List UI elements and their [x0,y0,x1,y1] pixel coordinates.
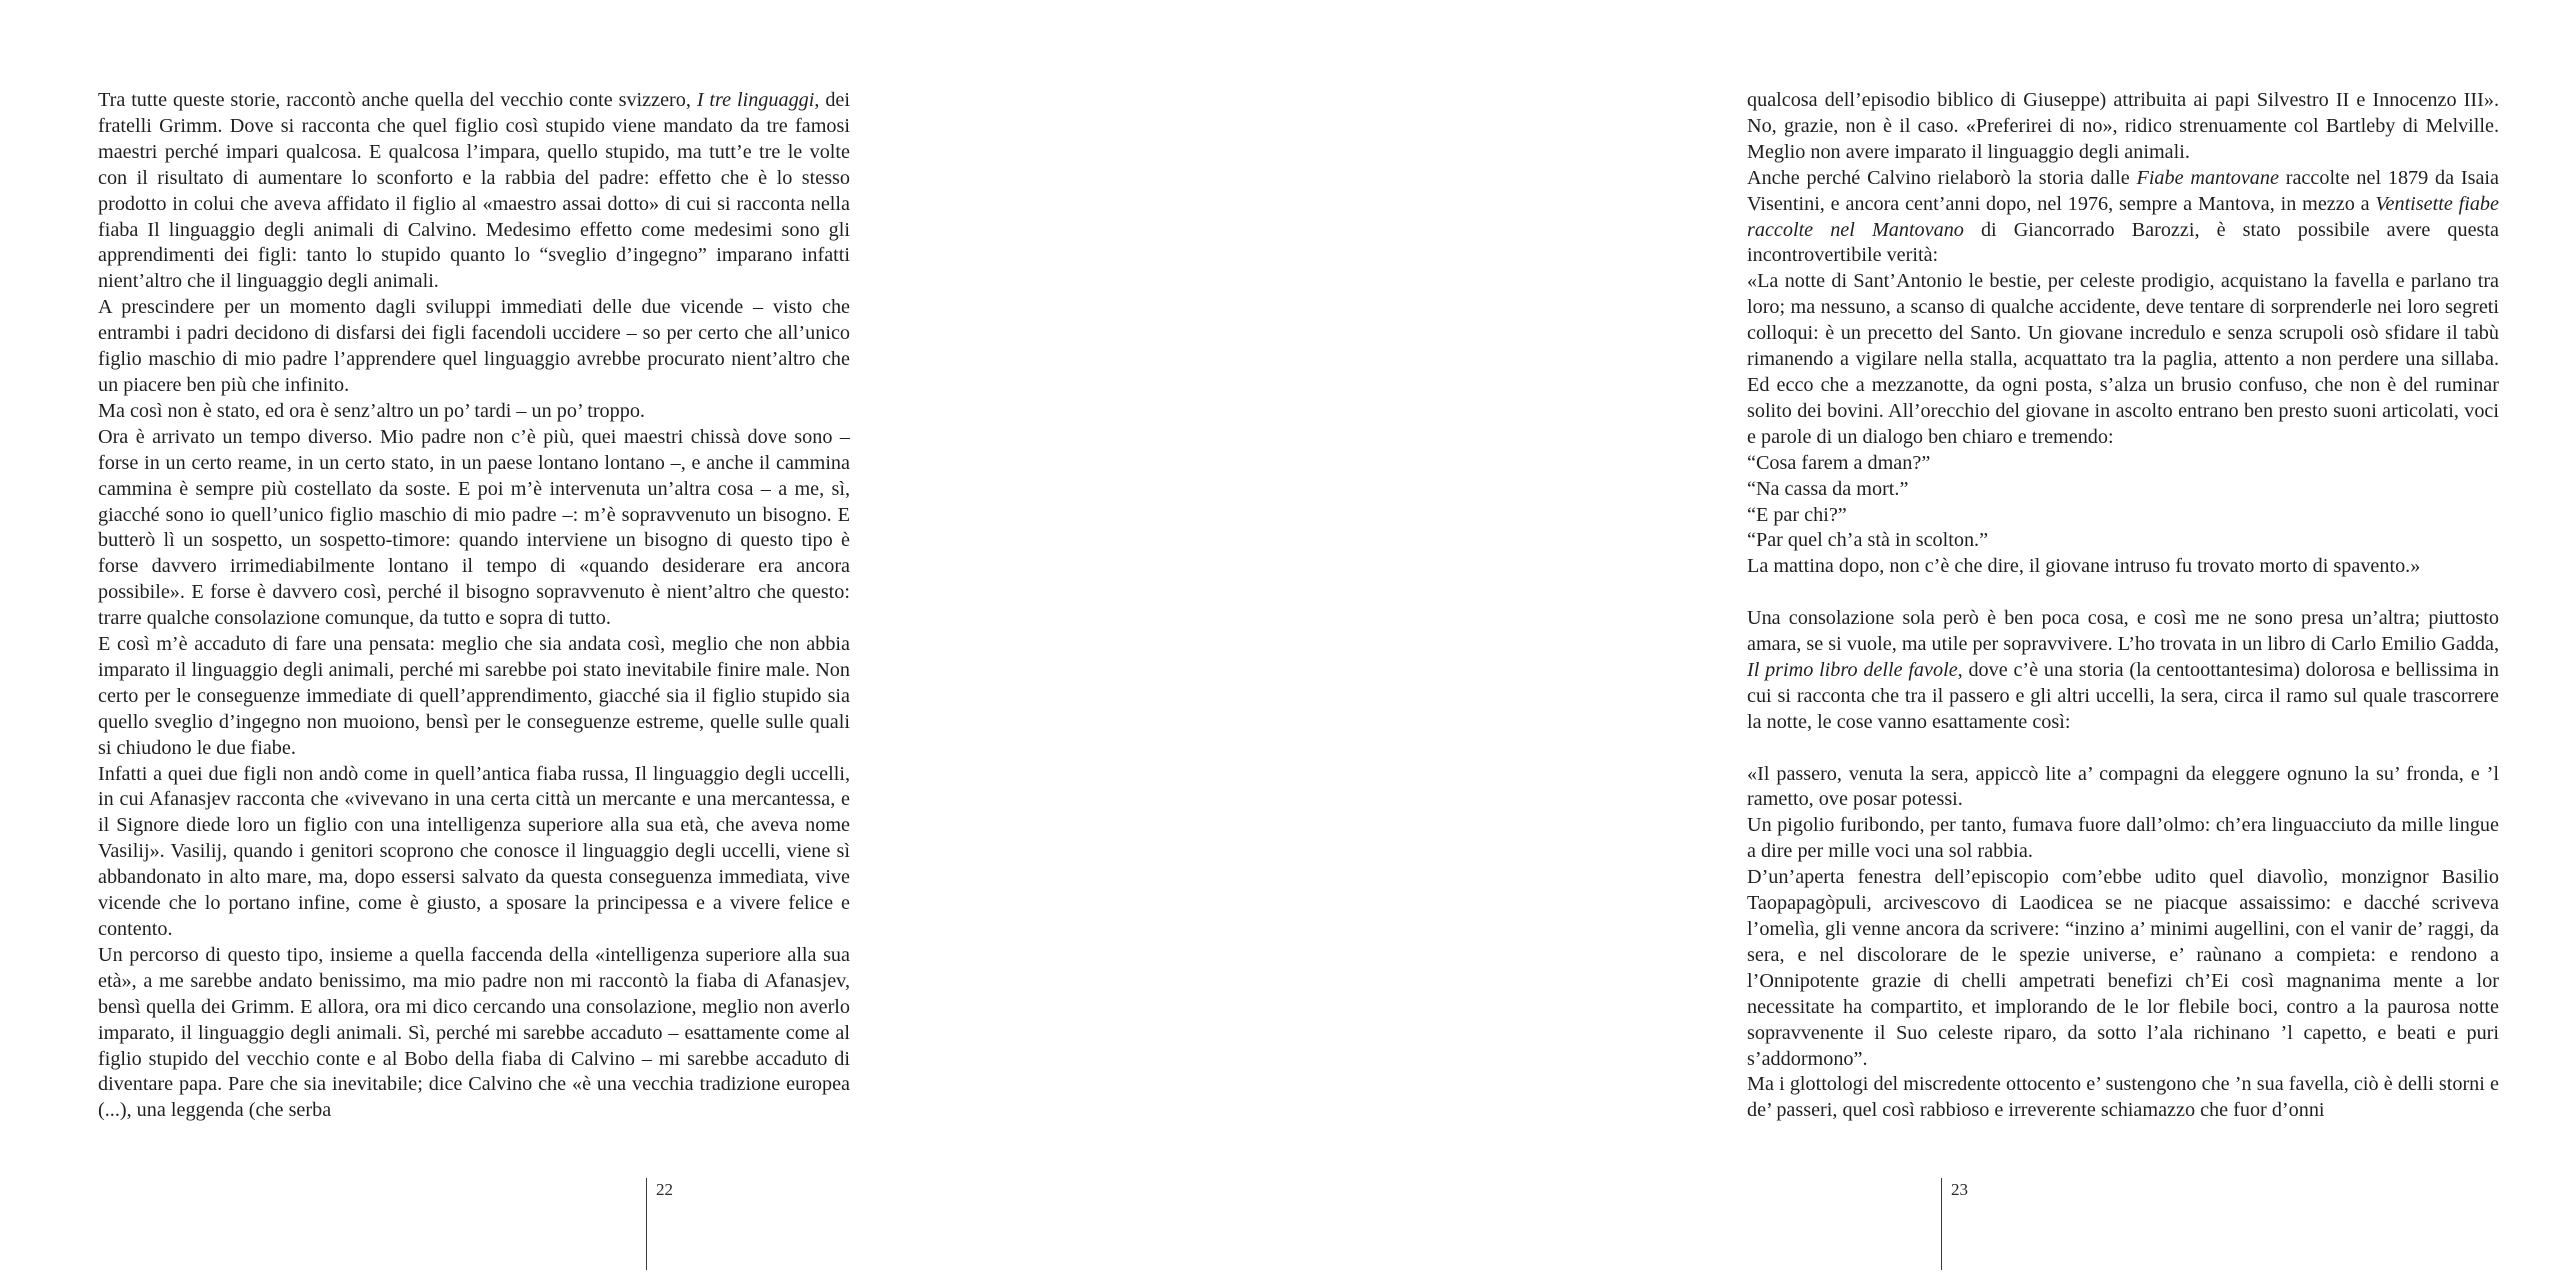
text-run: Ma i glottologi del miscredente ottocento e’ sustengono che ’n sua favella, ciò è delli storni e de’ passeri, quel così rabbioso e irreverente schiamazzo che fuor d’onni [1747,1073,2499,1122]
paragraph [1747,88,2499,166]
text-run: «La notte di Sant’Antonio le bestie, per celeste prodigio, acquistano la favella e parlano tra loro; ma nessuno, a scanso di qualche accidente, deve tentare di sorprenderle nei loro segreti colloqui: è un precetto del Santo. Un giovane incredulo e senza scrupoli osò sfidare il tabù rimanendo a vigilare nella stalla, acquattato tra la paglia, attento a non perdere una sillaba. Ed ecco che a mezzanotte, da ogni posta, s’alza un brusio confuso, che non è del ruminar solito dei bovini. All’orecchio del giovane in ascolto entrano ben presto suoni articolati, voci e parole di un dialogo ben chiaro e tremendo: [1747,270,2499,448]
text-run: , dei fratelli Grimm. Dove si racconta che quel figlio così stupido viene mandato da tre famosi maestri perché impari qualcosa. E qualcosa l’impara, quello stupido, ma tutt’e tre le volte con il risultato di aumentare lo sconforto e la rabbia del padre: effetto che è lo stesso prodotto in colui che aveva affidato il figlio al «maestro assai dotto» di cui si racconta nella fiaba Il linguaggio degli animali di Calvino. Medesimo effetto come medesimi sono gli apprendimenti dei figli: tanto lo stupido quanto lo “sveglio d’ingegno” imparano infatti nient’altro che il linguaggio degli animali. [98,89,850,293]
text-run: “E par chi?” [1747,503,1847,526]
text-run: raccolte nel 1879 da Isaia Visentini, e ancora cent’anni dopo, nel 1976, sempre a Mantova, in mezzo a [1747,166,2499,215]
paragraph [1747,528,2499,554]
text-run: E così m’è accaduto di fare una pensata: meglio che sia andata così, meglio che non abbia imparato il linguaggio degli animali, perché mi sarebbe poi stato inevitabile finire male. Non certo per le conseguenze immediate di quell’apprendimento, giacché sia il figlio stupido sia quello sveglio d’ingegno non muoiono, bensì per le conseguenze estreme, quelle sulle quali si chiudono le due fiabe. [98,633,850,759]
text-run: Tra tutte queste storie, raccontò anche quella del vecchio conte svizzero, [98,89,697,111]
italic-title: Fiabe mantovane [2136,166,2279,189]
paragraph [1747,865,2499,1072]
paragraph [1747,1072,2499,1124]
paragraph [1747,606,2499,736]
paragraph [1747,762,2499,814]
paragraph [1747,269,2499,450]
page-footer-rule [1941,1178,1942,1270]
text-run: Anche perché Calvino rielaborò la storia dalle [1747,166,2137,189]
page-number: 22 [656,1180,673,1199]
text-run: Un pigolio furibondo, per tanto, fumava fuore dall’olmo: ch’era linguacciuto da mille lingue a dire per mille voci una sol rabbia. [1747,814,2499,863]
text-run: “Par quel ch’a stà in scolton.” [1747,529,1989,552]
page-footer-rule [646,1178,647,1270]
italic-title: Il primo libro delle favole [1747,658,1958,681]
text-run: di Giancorrado Barozzi, è stato possibile avere questa incontrovertibile verità: [1747,218,2499,267]
paragraph [1747,554,2499,580]
paragraph [98,88,850,295]
paragraph [1747,477,2499,503]
paragraph [98,943,850,1124]
paragraph [1747,813,2499,865]
paragraph [98,425,850,632]
text-run: D’un’aperta fenestra dell’episcopio com’ebbe udito quel diavolìo, monzignor Basilio Taopapagòpuli, arcivescovo di Laodicea se ne piacque assaissimo: e dacché scriveva l’omelìa, gli venne ancora da scrivere: “inzino a’ minimi augellini, con el vanir de’ raggi, da sera, e nel discolorare de le spezie universe, e’ raùnano a compieta: e rendono a l’Onnipotente grazie di chelli ampetrati benefizi ch’Ei così magnanima mente a lor necessitate ha compartito, et implorando de le lor flebile boci, contro a la paurosa notte sopravvenente il Suo celeste riparo, da sotto l’ala richinano ’l capetto, e beati e puri s’addormono”. [1747,866,2499,1070]
left-page-text [98,88,850,1124]
text-run: La mattina dopo, non c’è che dire, il giovane intruso fu trovato morto di spavento.» [1747,555,2421,578]
page-number: 23 [1951,1180,1968,1199]
text-run: Ora è arrivato un tempo diverso. Mio padre non c’è più, quei maestri chissà dove sono – forse in un certo reame, in un certo stato, in un paese lontano lontano –, e anche il cammina cammina è sempre più costellato da soste. E poi m’è intervenuta un’altra cosa – a me, sì, giacché sono io quell’unico figlio maschio di mio padre –: m’è sopravvenuto un bisogno. E butterò lì un sospetto, un sospetto-timore: quando interviene un bisogno di questo tipo è forse davvero irrimediabilmente lontano il tempo di «quando desiderare era ancora possibile». E forse è davvero così, perché il bisogno sopravvenuto è nient’altro che questo: trarre qualche consolazione comunque, da tutto e sopra di tutto. [98,425,850,630]
text-run: “Na cassa da mort.” [1747,477,1909,500]
paragraph [1747,451,2499,477]
text-run: qualcosa dell’episodio biblico di Giuseppe) attribuita ai papi Silvestro II e Innocenzo III». No, grazie, non è il caso. «Preferirei di no», ridico strenuamente col Bartleby di Melville. Meglio non avere imparato il linguaggio degli animali. [1747,89,2499,163]
paragraph [98,295,850,399]
right-page [1280,0,2560,1280]
text-run: A prescindere per un momento dagli sviluppi immediati delle due vicende – visto che entrambi i padri decidono di disfarsi dei figli facendoli uccidere – so per certo che all’unico figlio maschio di mio padre l’apprendere quel linguaggio avrebbe procurato nient’altro che un piacere ben più che infinito. [98,296,850,396]
text-run: Una consolazione sola però è ben poca cosa, e così me ne sono presa un’altra; piuttosto amara, se si vuole, ma utile per sopravvivere. L’ho trovata in un libro di Carlo Emilio Gadda, [1747,607,2499,656]
text-run: “Cosa farem a dman?” [1747,451,1931,474]
right-page-text [1747,88,2499,1124]
paragraph [98,632,850,762]
paragraph [98,762,850,943]
text-run: , dove c’è una storia (la centoottantesima) dolorosa e bellissima in cui si racconta che tra il passero e gli altri uccelli, la sera, circa il ramo sul quale trascorrere la notte, le cose vanno esattamente così: [1747,658,2499,733]
text-run: Ma così non è stato, ed ora è senz’altro un po’ tardi – un po’ troppo. [98,399,645,422]
text-run: Un percorso di questo tipo, insieme a quella faccenda della «intelligenza superiore alla sua età», a me sarebbe andato benissimo, ma mio padre non mi raccontò la fiaba di Afanasjev, bensì quella dei Grimm. E allora, ora mi dico cercando una consolazione, meglio non averlo imparato, il linguaggio degli animali. Sì, perché mi sarebbe accaduto – esattamente come al figlio stupido del vecchio conte e al Bobo della fiaba di Calvino – mi sarebbe accaduto di diventare papa. Pare che sia inevitabile; dice Calvino che «è una vecchia tradizione europea (...), una leggenda (che serba [98,943,850,1122]
paragraph [98,399,850,425]
italic-title: Ventisette fiabe raccolte nel Mantovano [1747,192,2499,241]
text-run: «Il passero, venuta la sera, appiccò lite a’ compagni da eleggere ognuno la su’ fronda, e ’l rametto, ove posar potessi. [1747,762,2499,811]
paragraph [1747,166,2499,270]
text-run: Infatti a quei due figli non andò come in quell’antica fiaba russa, Il linguaggio degli uccelli, in cui Afanasjev racconta che «vivevano in una certa città un mercante e una mercantessa, e il Signore diede loro un figlio con una intelligenza superiore alla sua età, che aveva nome Vasilij». Vasilij, quando i genitori scoprono che conosce il linguaggio degli uccelli, viene sì abbandonato in alto mare, ma, dopo essersi salvato da questa conseguenza immediata, vive vicende che lo portano infine, come è giusto, a sposare la principessa e a vivere felice e contento. [98,762,850,940]
paragraph [1747,503,2499,529]
italic-title: I tre linguaggi [696,89,815,111]
